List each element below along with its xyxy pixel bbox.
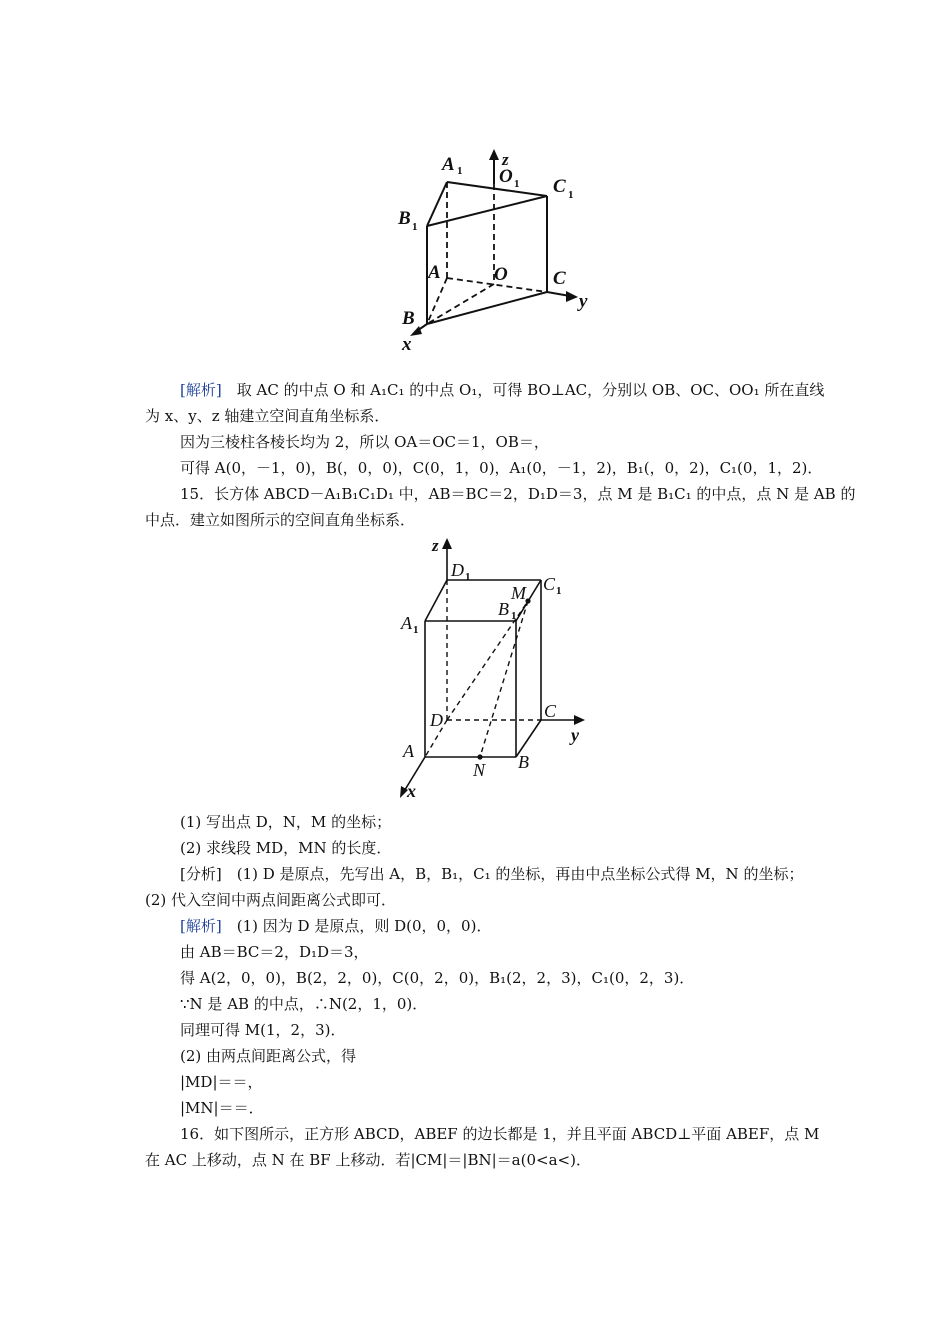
label-A1: A <box>401 613 412 633</box>
label-C1: C <box>553 176 566 197</box>
svg-text:1: 1 <box>412 221 418 233</box>
label-A: A <box>428 262 441 283</box>
label-N: N <box>473 760 486 780</box>
label-C: C <box>544 701 557 721</box>
label-B: B <box>402 308 415 329</box>
label-y: y <box>571 725 579 745</box>
label-y: y <box>579 291 588 312</box>
label-C: C <box>553 268 566 289</box>
label-B1: B <box>398 208 411 229</box>
solution-line8: |MN|＝＝． <box>180 1099 264 1117</box>
svg-text:1: 1 <box>556 585 562 597</box>
solution-line6: (2) 由两点间距离公式，得 <box>180 1047 357 1065</box>
label-O1: O <box>499 166 513 187</box>
label-D1: D <box>451 560 464 580</box>
analysis-line1: [分析] (1) D 是原点，先写出 A，B，B₁，C₁ 的坐标，再由中点坐标公式得 M，N 的坐标； <box>180 865 804 883</box>
analysis-paragraph-line3: 因为三棱柱各棱长均为 2，所以 OA＝OC＝1，OB＝， <box>180 433 549 451</box>
svg-text:1: 1 <box>465 571 471 583</box>
analysis-paragraph-line2: 为 x、y、z 轴建立空间直角坐标系． <box>145 407 390 425</box>
question-2: (2) 求线段 MD，MN 的长度． <box>180 839 392 857</box>
problem-15-line2: 中点．建立如图所示的空间直角坐标系． <box>145 511 416 529</box>
label-A1: A <box>442 154 455 175</box>
analysis-line2: (2) 代入空间中两点间距离公式即可． <box>145 891 397 909</box>
question-1: (1) 写出点 D，N，M 的坐标； <box>180 813 392 831</box>
solution-line7: |MD|＝＝， <box>180 1073 263 1091</box>
label-x: x <box>402 334 412 355</box>
label-M: M <box>511 583 526 603</box>
label-D: D <box>430 710 443 730</box>
svg-text:1: 1 <box>457 165 463 177</box>
label-x: x <box>407 781 416 800</box>
solution-line4: ∵N 是 AB 的中点，∴N(2，1，0)． <box>180 995 428 1013</box>
solution-tag: [解析] <box>180 917 222 935</box>
label-O: O <box>494 264 508 285</box>
label-z: z <box>432 536 439 555</box>
analysis-paragraph-line1: [解析] 取 AC 的中点 O 和 A₁C₁ 的中点 O₁，可得 BO⊥AC，分别以 OB、OC、OO₁ 所在直线 <box>180 381 825 399</box>
analysis-tag: [解析] <box>180 381 222 399</box>
svg-text:1: 1 <box>511 610 517 622</box>
svg-text:1: 1 <box>413 624 419 636</box>
solution-line5: 同理可得 M(1，2，3)． <box>180 1021 346 1039</box>
label-z: z <box>502 150 509 169</box>
label-B: B <box>518 752 529 772</box>
svg-text:1: 1 <box>514 178 520 190</box>
solution-line3: 得 A(2，0，0)，B(2，2，0)，C(0，2，0)，B₁(2，2，3)，C₁(0，2，3)． <box>180 969 695 987</box>
cuboid-figure <box>395 535 595 800</box>
solution-line1: [解析] (1) 因为 D 是原点，则 D(0，0，0)． <box>180 917 492 935</box>
prism-figure <box>390 140 620 360</box>
solution-line2: 由 AB＝BC＝2，D₁D＝3， <box>180 943 369 961</box>
svg-text:1: 1 <box>568 189 574 201</box>
label-C1: C <box>543 574 556 594</box>
problem-16-line2: 在 AC 上移动，点 N 在 BF 上移动．若|CM|＝|BN|＝a(0<a<)． <box>145 1151 591 1169</box>
problem-16-line1: 16．如下图所示，正方形 ABCD，ABEF 的边长都是 1，并且平面 ABCD⊥平面 ABEF，点 M <box>180 1125 820 1143</box>
analysis-paragraph-line4: 可得 A(0，－1，0)，B(，0，0)，C(0，1，0)，A₁(0，－1，2)，B₁(，0，2)，C₁(0，1，2)． <box>180 459 823 477</box>
problem-15-line1: 15．长方体 ABCD－A₁B₁C₁D₁ 中，AB＝BC＝2，D₁D＝3，点 M 是 B₁C₁ 的中点，点 N 是 AB 的 <box>180 485 856 503</box>
label-A: A <box>403 741 414 761</box>
label-B1: B <box>498 599 509 619</box>
